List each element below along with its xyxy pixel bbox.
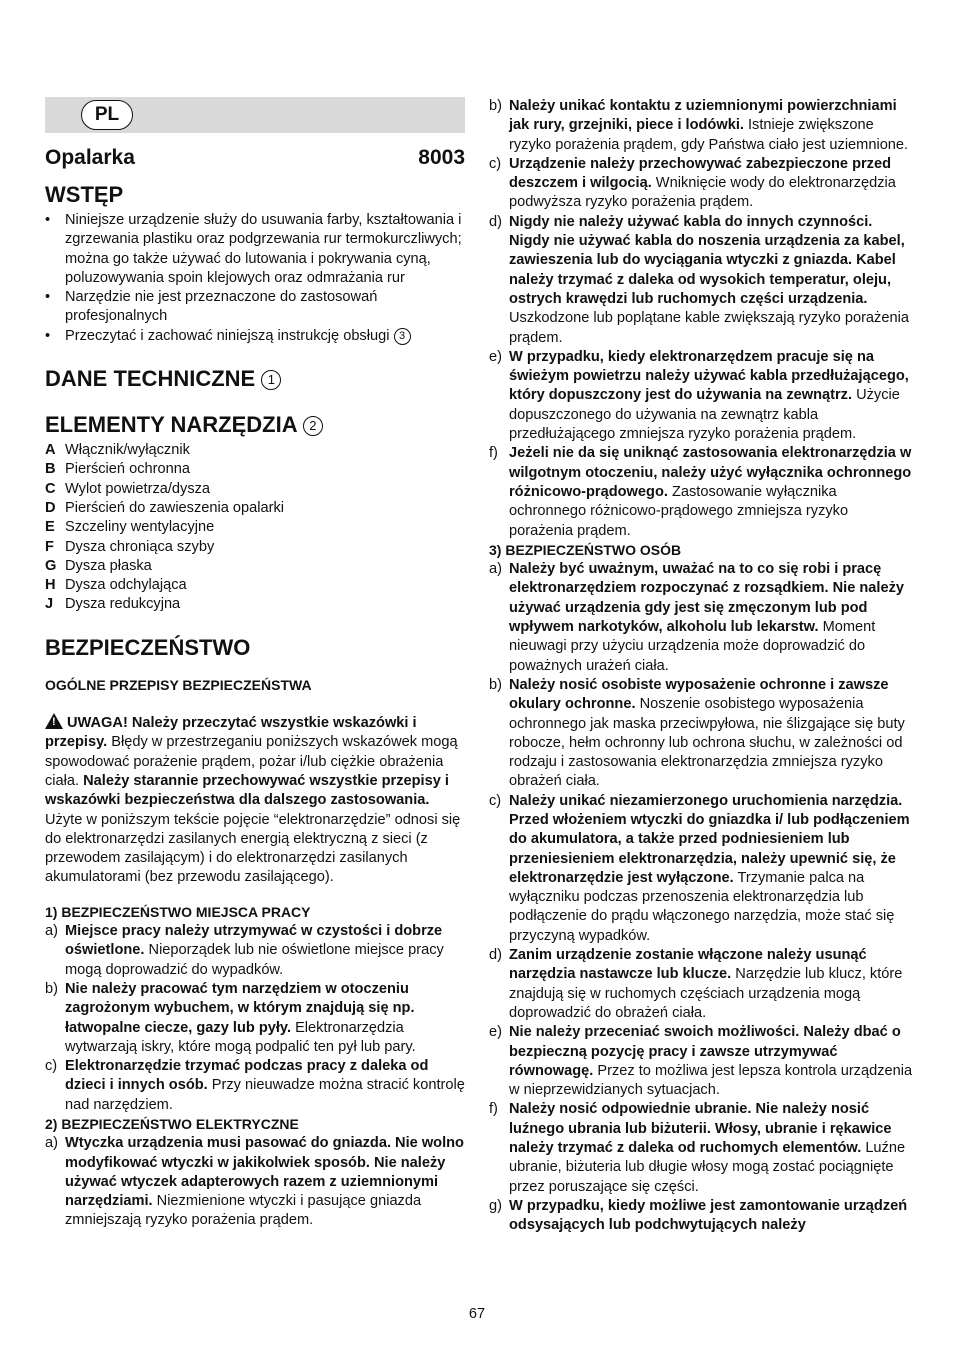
right-column — [489, 97, 913, 1236]
list-item: g) W przypadku, kiedy możliwe jest zamontowanie urządzeń odsysających lub podchwytujących należy — [489, 1197, 908, 1234]
intro-heading: WSTĘP — [45, 182, 124, 207]
warning-icon — [45, 713, 63, 729]
section-1-list — [45, 922, 465, 1115]
list-item: e) W przypadku, kiedy elektronarzędzem pracuje się na świeżym powietrzu należy używać kabla przedłużającego, który dopuszczony jest do używania na zewnątrz. Użycie dopuszczonego do używania na zewnątrz kabla przedłużającego zmniejsza ryzyko porażenia prądem. — [489, 348, 909, 443]
title-row — [45, 145, 465, 171]
list-item: c) Elektronarzędzie trzymać podczas pracy z daleka od dzieci i innych osób. Przy nieuwadze można stracić kontrolę nad narzędziem. — [45, 1058, 465, 1113]
list-item: c) Należy unikać niezamierzonego uruchomienia narzędzia. Przed włożeniem wtyczki do gniazdka i/ lub podłączeniem do akumulatora, a także przed podniesieniem lub przeniesieniem elektronarzędzia, należy upewnić się, że elektronarzędzie jest wyłączone. Trzymanie palca na wyłączniku podczas przenoszenia elektronarzędzia lub podłączenie do prądu włączonego narzędzia, może stać się przyczyną wypadków. — [489, 792, 910, 944]
list-item: A Włącznik/wyłącznik — [45, 442, 190, 459]
product-title: Opalarka — [45, 146, 135, 169]
section-2-list-right — [489, 97, 913, 541]
intro-bullet: • Niniejsze urządzenie służy do usuwania farby, kształtowania i zgrzewania plastiku oraz podgrzewania rur termokurczliwych; można go także używać do lutowania i pokrywania cyną, poluzowywania spoin klejowych oraz odmrażania rur — [45, 211, 465, 288]
list-item: a) Wtyczka urządzenia musi pasować do gniazda. Nie wolno modyfikować wtyczki w jakikolwiek sposób. Nie należy używać wtyczek adapterowych razem z uziemnionymi narzędziami. Niezmienione wtyczki i pasujące gniazda zmniejszają ryzyko porażenia prądem. — [45, 1135, 464, 1229]
model-number: 8003 — [418, 146, 465, 169]
list-item: E Szczeliny wentylacyjne — [45, 519, 215, 536]
list-item: J Dysza redukcyjna — [45, 596, 181, 613]
elements-heading: ELEMENTY NARZĘDZIA 2 — [45, 411, 465, 439]
list-item: C Wylot powietrza/dysza — [45, 480, 211, 497]
page-number: 67 — [468, 1306, 486, 1322]
left-column — [45, 97, 465, 1231]
intro-bullet: • Narzędzie nie jest przeznaczone do zastosowań profesjonalnych — [45, 288, 465, 327]
general-rules-heading: OGÓLNE PRZEPISY BEZPIECZEŃSTWA — [45, 676, 312, 693]
figure-ref-icon: 1 — [261, 370, 281, 390]
list-item: f) Należy nosić odpowiednie ubranie. Nie należy nosić luźnego ubrania lub biżuterii. Włosy, ubranie i rękawice należy trzymać z daleka od ruchomych elementów. Luźne ubranie, biżuteria lub długie włosy mogą zostać pociągnięte przez poruszające się części. — [489, 1101, 906, 1195]
list-item: B Pierścień ochronna — [45, 461, 190, 478]
list-item: F Dysza chroniąca szyby — [45, 538, 215, 555]
tech-heading: DANE TECHNICZNE 1 — [45, 365, 465, 393]
figure-ref-icon: 2 — [303, 416, 323, 436]
list-item: f) Jeżeli nie da się uniknąć zastosowania elektronarzędzia w wilgotnym otoczeniu, należy użyć wyłącznika ochronnego różnicowo-prądowego. Zastosowanie wyłącznika ochronnego różnicowo-prądowego zmniejsza ryzyko porażenia prądem. — [489, 445, 912, 539]
figure-ref-icon: 3 — [394, 328, 411, 345]
list-item: c) Urządzenie należy przechowywać zabezpieczone przed deszczem i wilgocią. Wniknięcie wody do elektronarzędzia podwyższa ryzyko porażenia prądem. — [489, 155, 896, 211]
section-heading: 3) BEZPIECZEŃSTWO OSÓB — [489, 541, 682, 558]
list-item: G Dysza płaska — [45, 557, 152, 574]
language-badge: PL — [81, 100, 133, 130]
list-item: d) Zanim urządzenie zostanie włączone należy usunąć narzędzia nastawcze lub klucze. Narzędzie lub klucz, które znajdują się w ruchomych częściach urządzenia mogą doprowadzić do obrażeń ciała. — [489, 947, 903, 1021]
intro-list — [45, 211, 465, 346]
language-bar — [45, 97, 465, 133]
elements-list — [45, 441, 465, 615]
list-item: b) Nie należy pracować tym narzędziem w otoczeniu zagrożonym wybuchem, w którym znajdują się np. łatwopalne ciecze, gazy lub pyły. Elektronarzędzia wytwarzają iskry, które mogą podpalić ten pył lub pary. — [45, 980, 416, 1055]
list-item: a) Należy być uważnym, uważać na to co się robi i pracę elektronarzędziem rozpoczynać z rozsądkiem. Nie należy używać urządzenia gdy jest się zmęczonym lub pod wpływem narkotyków, alkoholu lub lekarstw. Moment nieuwagi przy użyciu urządzenia może doprowadzić do poważnych urażeń ciała. — [489, 561, 904, 674]
section-heading: 2) BEZPIECZEŃSTWO ELEKTRYCZNE — [45, 1115, 299, 1132]
list-item: e) Nie należy przeceniać swoich możliwości. Należy dbać o bezpieczną pozycję pracy i zawsze utrzymywać równowagę. Przez to możliwa jest lepsza kontrola urządzenia w nieprzewidzianych sytuacjach. — [489, 1024, 913, 1099]
section-heading: 1) BEZPIECZEŃSTWO MIEJSCA PRACY — [45, 903, 311, 920]
section-3-list — [489, 560, 913, 1235]
section-2-list-left — [45, 1134, 465, 1230]
list-item: H Dysza odchylająca — [45, 577, 187, 594]
safety-heading: BEZPIECZEŃSTWO — [45, 634, 251, 660]
list-item: b) Należy unikać kontaktu z uziemnionymi powierzchniami jak rury, grzejniki, piece i lodówki. Istnieje zwiększone ryzyko porażenia prądem, gdy Państwa ciało jest uziemnione. — [489, 98, 909, 153]
list-item: a) Miejsce pracy należy utrzymywać w czystości i dobrze oświetlone. Nieporządek lub nie oświetlone miejsce pracy mogą doprowadzić do wypadków. — [45, 923, 444, 978]
list-item: d) Nigdy nie należy używać kabla do innych czynności. Nigdy nie używać kabla do noszenia urządzenia za kabel, zawieszenia lub do wyciągania wtyczki z gniazda. Kabel należy trzymać z daleka od wysokich temperatur, oleju, ostrych krawędzi lub ruchomych części urządzenia. Uszkodzone lub poplątane kable zwiększają ryzyko porażenia prądem. — [489, 213, 909, 346]
intro-bullet: • Przeczytać i zachować niniejszą instrukcję obsługi 3 — [45, 327, 465, 346]
list-item: D Pierścień do zawieszenia opalarki — [45, 499, 285, 516]
list-item: b) Należy nosić osobiste wyposażenie ochronne i zawsze okulary ochronne. Noszenie osobistego wyposażenia ochronnego jak maska przeciwpyłowa, nie ślizgające się buty robocze, hełm ochronny lub ochrona słuchu, w zależności od rodzaju i zastosowania elektronarzędzia zmniejsza ryzyko obrażeń ciała. — [489, 676, 905, 790]
warning-paragraph: !UWAGA! Należy przeczytać wszystkie wskazówki i przepisy. Błędy w przestrzeganiu poniższych wskazówek mogą spowodować porażenie prądem, pożar i/lub ciężkie obrażenia ciała. Należy starannie przechowywać wszystkie przepisy i wskazówki bezpieczeństwa dla dalszego zastosowania. Użyte w poniższym tekście pojęcie “elektronarzędzie” odnosi się do elektronarzędzi zasilanych energią elektryczną z sieci (z przewodem zasilającym) i do elektronarzędzi zasilanych akumulatorami (bez przewodu zasilającego). — [45, 713, 465, 888]
